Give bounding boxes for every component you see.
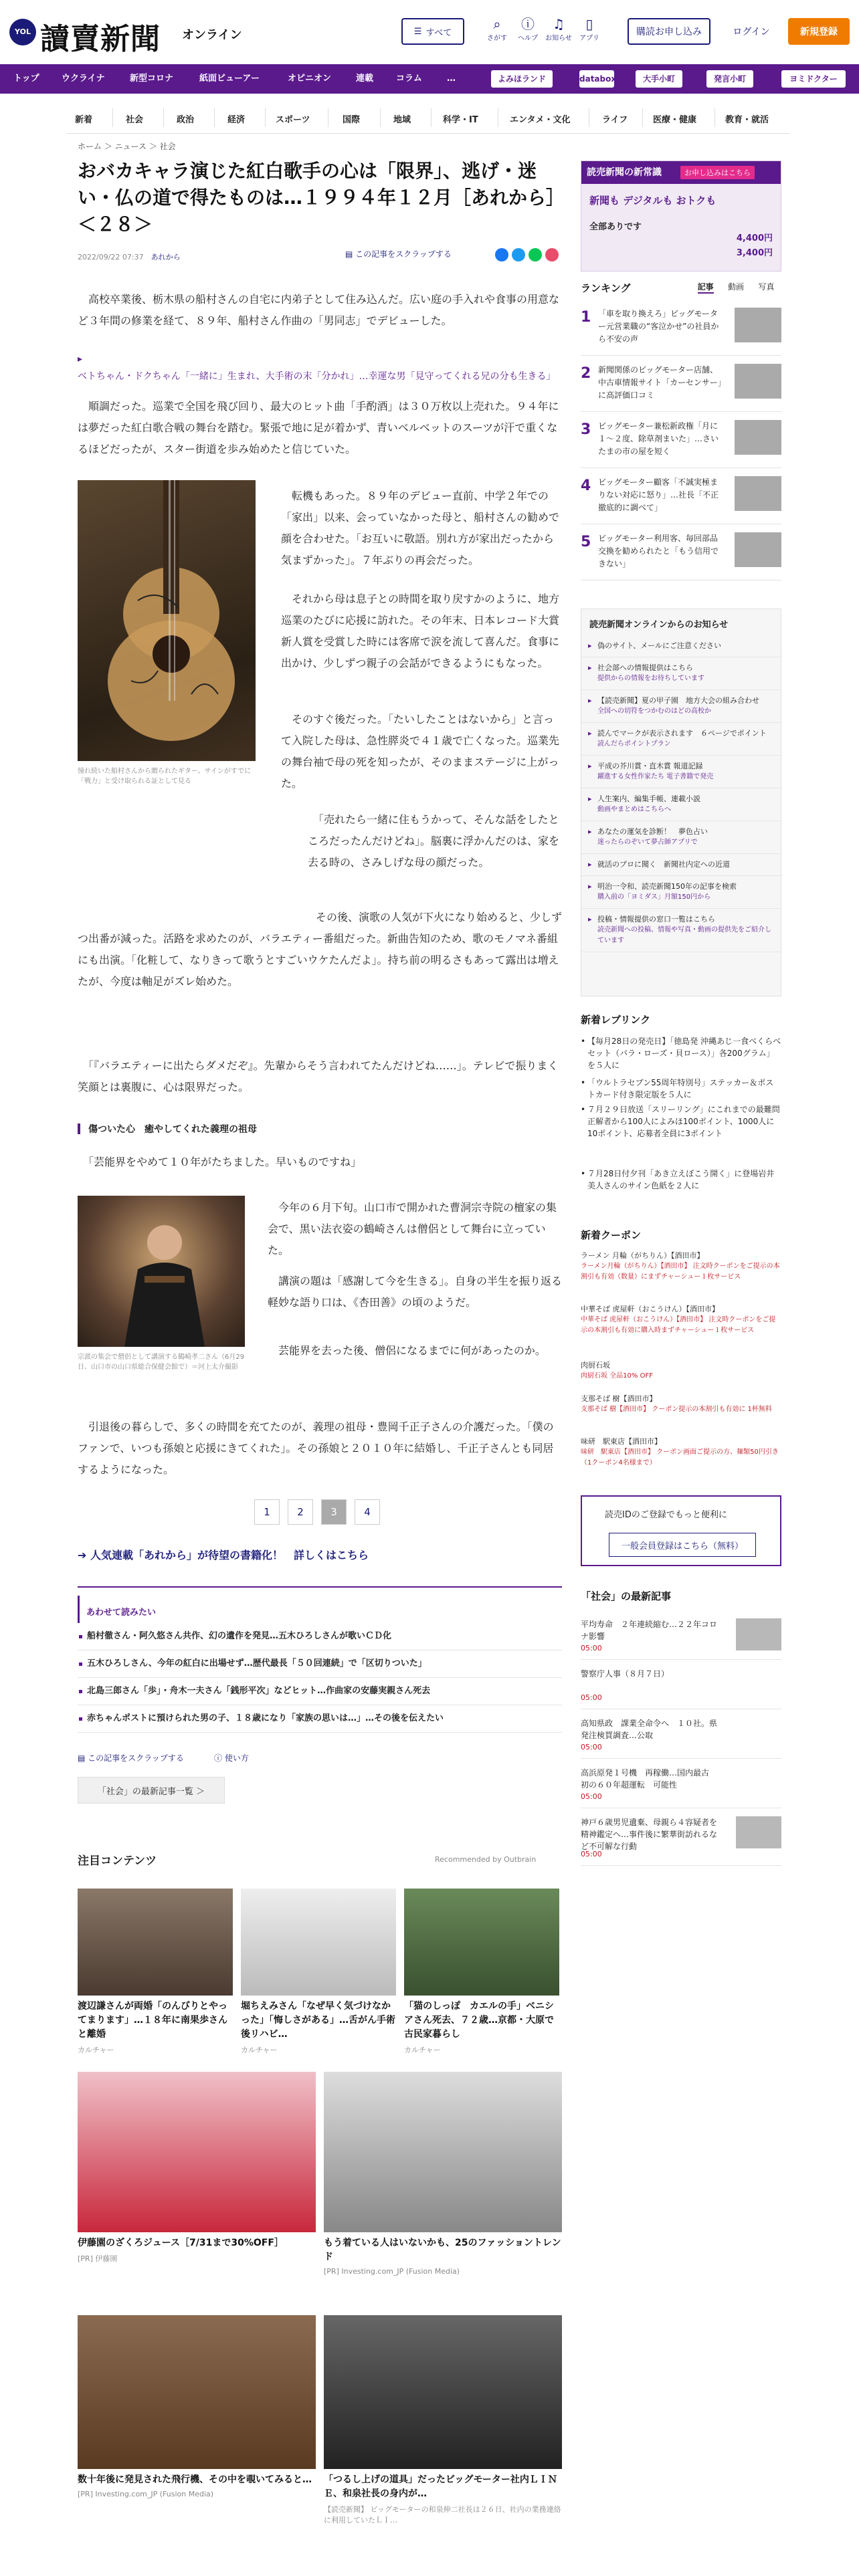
latest-item[interactable]: • 【毎月28日の発売日】「徳島発 沖縄あじ一食べくらべセット（パラ・ローズ・貝ロース）」各200グラム」を５人に bbox=[581, 1035, 781, 1071]
facebook-share-icon[interactable] bbox=[495, 248, 508, 261]
article-paragraph: 「『バラエティーに出たらダメだぞ』。先輩からそう言われてたんだけどね……」。テレビで振りまく笑顔とは裏腹に、心は限界だった。 bbox=[78, 1059, 559, 1093]
monk-lecture-photo bbox=[78, 1196, 245, 1347]
card-source: [PR] Investing.com_JP (Fusion Media) bbox=[78, 2490, 214, 2498]
card-image bbox=[78, 2315, 316, 2469]
article-date: 2022/09/22 07:37 bbox=[78, 253, 144, 261]
scrap-button[interactable]: ▤ この記事をスクラップする bbox=[78, 1753, 184, 1763]
article-paragraph: そのすぐ後だった。「たいしたことはないから」と言って入院した母は、急性膵炎で４１歳で亡くなった。巡業先の舞台袖で母の死を知ったが、そのままステージに上がった。 bbox=[281, 713, 560, 790]
card-image bbox=[241, 1889, 396, 1996]
photo-caption: 宗派の集会で僧侶として講演する鶴崎孝二さん（6月29日、山口市の山口県総合保健会館で）＝河上太介撮影 bbox=[78, 1354, 245, 1371]
article-paragraph: 「芸能界をやめて１０年がたちました。早いものですね」 bbox=[78, 1156, 362, 1168]
latest-heading: 新着レブリンク bbox=[581, 1014, 651, 1026]
card-source: 【読売新聞】 ビッグモーターの和泉伸二社長は２６日、社内の業務連絡に利用していたＬＩ… bbox=[324, 2505, 561, 2525]
gnav-item[interactable]: オピニオン bbox=[288, 74, 332, 84]
content-card[interactable] bbox=[241, 1889, 396, 2055]
cnav-item[interactable]: 地域 bbox=[393, 115, 411, 125]
all-menu-button[interactable] bbox=[401, 18, 464, 45]
mail-share-icon[interactable] bbox=[545, 248, 559, 261]
paper-box-sub: 全部ありです bbox=[589, 222, 642, 232]
ranking-tabs bbox=[690, 281, 781, 294]
paper-price: 4,400円 bbox=[736, 233, 773, 243]
gnav-item[interactable]: コラム bbox=[396, 74, 422, 84]
page-link[interactable]: 2 bbox=[288, 1499, 313, 1525]
content-card[interactable] bbox=[78, 1889, 233, 2055]
bell-icon[interactable]: ♫ お知らせ bbox=[545, 16, 572, 42]
category-list-button[interactable]: 「社会」の最新記事一覧 ＞ bbox=[78, 1777, 225, 1804]
related-item[interactable]: 赤ちゃんポストに預けられた男の子、１８歳になり「家族の思いは…」…その後を伝えたい bbox=[78, 1705, 562, 1733]
ranking-item[interactable]: 3 ビッグモーター兼松新政権「月に１〜２度、除草剤まいた」…さいたまの市の屋を短く bbox=[581, 413, 781, 468]
cnav-item[interactable]: 新着 bbox=[75, 115, 93, 125]
card-image bbox=[324, 2315, 562, 2469]
card-title: 堀ちえみさん「なぜ早く気づけなかった」「悔しさがある」…舌がん手術後リハビ… bbox=[241, 2001, 395, 2040]
article-author[interactable]: あれから bbox=[151, 253, 181, 261]
page-link[interactable]: 1 bbox=[254, 1499, 280, 1525]
ranking-item[interactable]: 5 ビッグモーター利用客、毎回部品交換を勧められたと「もう信用できない」 bbox=[581, 526, 781, 580]
notice-item[interactable]: ▸ 投稿・情報提供の窓口一覧はこちら 読売新聞への投稿、情報や写真・動画の提供先をご紹介しています bbox=[581, 909, 781, 952]
cnav-item[interactable]: 国際 bbox=[343, 115, 361, 125]
social-thumb bbox=[736, 1816, 781, 1848]
coupon-item[interactable]: 中華そば 虎屋軒（おこうけん）【酒田市】 中華そば 虎屋軒（おこうけん）【酒田市】 注文時クーポンをご提示の本割引も有効に購入時まずチャーシュー１枚サービス bbox=[581, 1305, 776, 1334]
coupon-item[interactable]: 味研 駅東店【酒田市】 味研 駅東店【酒田市】 クーポン画面ご提示の方、麺類50円引き（1クーポン4名様まで） bbox=[581, 1437, 779, 1467]
global-nav bbox=[0, 64, 859, 94]
section-heading: 傷ついた心 癒やしてくれた義理の祖母 bbox=[78, 1122, 257, 1136]
related-articles bbox=[78, 1586, 562, 1733]
all-menu-label: すべて bbox=[425, 27, 452, 38]
article-paragraph: その後、演歌の人気が下火になり始めると、少しずつ出番が減った。活路を求めたのが、バラエティー番組だった。新曲告知のため、歌のモノマネ番組にも出演。「化粧して、なりきって歌うとすごいウケたんだよ」。持ち前の明るさもあって露出は増えたが、今度は軸足がズレ始めた。 bbox=[78, 911, 563, 988]
ranking-tab[interactable]: 記事 bbox=[698, 281, 714, 294]
scrap-icon: ▤ bbox=[345, 249, 356, 259]
gnav-pill[interactable]: よみほランド bbox=[491, 70, 553, 88]
cnav-item[interactable]: 医療・健康 bbox=[653, 115, 697, 125]
paper-box-text: 新聞も デジタルも おトクも bbox=[589, 195, 717, 207]
page-link-current: 3 bbox=[321, 1499, 347, 1525]
notice-item[interactable]: ▸ 明治一令和、読売新聞150年の記事を検索 購入前の「ヨミダス」月額150円から bbox=[581, 876, 781, 909]
paper-subscription-box[interactable] bbox=[581, 160, 781, 272]
hamburger-icon: ☰ bbox=[413, 26, 422, 37]
social-thumb bbox=[736, 1618, 781, 1650]
latest-item[interactable]: • ７月28日付夕刊「あき立えぼこう開く」に登場岩井美人さんのサイン色紙を２人に bbox=[581, 1168, 781, 1192]
ranking-tab[interactable]: 動画 bbox=[727, 282, 744, 292]
category-nav bbox=[67, 100, 789, 134]
content-card[interactable] bbox=[78, 2315, 316, 2498]
gnav-pill[interactable]: ヨミドクター bbox=[781, 70, 846, 88]
paper-box-title: 読売新聞の新常識 bbox=[581, 161, 781, 184]
gnav-pill[interactable]: databox bbox=[579, 70, 614, 88]
card-source: カルチャー bbox=[404, 2046, 441, 2054]
cnav-item[interactable]: ライフ bbox=[602, 115, 628, 125]
cnav-item[interactable]: スポーツ bbox=[276, 115, 310, 125]
content-card[interactable] bbox=[404, 1889, 559, 2055]
related-item[interactable]: 船村徹さん・阿久悠さん共作、幻の遺作を発見…五木ひろしさんが歌いＣＤ化 bbox=[78, 1623, 562, 1650]
card-title: 「猫のしっぽ カエルの手」ベニシアさん死去、７２歳…京都・大原で古民家暮らし bbox=[404, 2001, 554, 2040]
article-paragraph: 「売れたら一緒に住もうかって、そんな話をしたところだったんだけどね」。脳裏に浮かんだのは、家を去る時の、さみしげな母の顔だった。 bbox=[308, 813, 560, 869]
card-image bbox=[78, 2072, 316, 2232]
gnav-item[interactable]: 連載 bbox=[356, 74, 374, 84]
gnav-item[interactable]: トップ bbox=[13, 74, 39, 84]
login-button[interactable]: ログイン bbox=[733, 27, 770, 37]
card-title: 数十年後に発見された飛行機、その中を覗いてみると… bbox=[78, 2474, 312, 2485]
card-source: カルチャー bbox=[78, 2046, 114, 2054]
card-source: カルチャー bbox=[241, 2046, 278, 2054]
card-source: [PR] Investing.com_JP (Fusion Media) bbox=[324, 2267, 460, 2276]
ranking-item[interactable]: 2 新聞関係のビッグモーター店舗、中古車情報サイト「カーセンサー」に高評価口コミ bbox=[581, 357, 781, 412]
related-heading: あわせて読みたい bbox=[78, 1596, 562, 1623]
card-title: 「つるし上げの道具」だったビッグモーター社内ＬＩＮＥ、和泉社長の身内が… bbox=[324, 2474, 557, 2499]
coupon-item[interactable]: 支那そば 樹【酒田市】 支那そば 樹【酒田市】 クーポン提示の本割引も有効に 1杯無料 bbox=[581, 1394, 772, 1413]
related-item[interactable]: 北島三郎さん「歩」・舟木一夫さん「銭形平次」などヒット…作曲家の安藤実親さん死去 bbox=[78, 1678, 562, 1705]
article-paragraph: 芸能界を去った後、僧侶になるまでに何があったのか。 bbox=[268, 1344, 546, 1357]
content-card[interactable] bbox=[324, 2315, 562, 2525]
notice-heading: 読売新聞オンラインからのお知らせ bbox=[589, 620, 729, 630]
gnav-item[interactable]: 紙面ビューアー bbox=[199, 74, 260, 84]
card-source: [PR] 伊藤園 bbox=[78, 2254, 118, 2263]
attention-heading: 注目コンテンツ bbox=[78, 1854, 157, 1868]
gnav-pill[interactable]: 大手小町 bbox=[636, 70, 682, 88]
coupon-item[interactable]: ラーメン 月輪（がちりん）【酒田市】 ラーメン月輪（がちりん）【酒田市】 注文時クーポンをご提示の本割引も有効（数量）にまずチャーシュー１枚サービス bbox=[581, 1251, 780, 1281]
social-latest-heading[interactable]: 「社会」の最新記事 bbox=[581, 1590, 672, 1602]
card-image bbox=[78, 1889, 233, 1996]
article-paragraph: 順調だった。巡業で全国を飛び回り、最大のヒット曲「手酌酒」は３０万枚以上売れた。９４年には夢だった紅白歌合戦の舞台を踏む。緊張で地に足が着かず、青いベルベットのスーツが汗で重くなるほどだったが、スター街道を歩み始めたと信じていた。 bbox=[78, 400, 559, 455]
subscribe-button[interactable]: 購読お申し込み bbox=[628, 18, 710, 45]
ranking-thumb bbox=[735, 420, 781, 455]
gnav-item[interactable]: 新型コロナ bbox=[130, 74, 174, 84]
card-title: 渡辺謙さんが両婚「のんびりとやってまります」…１８年に南果歩さんと離婚 bbox=[78, 2001, 227, 2040]
register-free-button[interactable]: 一般会員登録はこちら（無料） bbox=[609, 1533, 756, 1557]
scrap-button[interactable]: ▤ この記事をスクラップする bbox=[345, 249, 452, 259]
cnav-item[interactable]: 経済 bbox=[227, 115, 246, 125]
article-paragraph: 転機もあった。８９年のデビュー直前、中学２年での「家出」以来、会っていなかった母と、船村さんの勧めで顔を合わせた。「お互いに敬語。別れ方が家出だったから気まずかった」。７年ぶりの再会だった。 bbox=[281, 490, 560, 566]
article-paragraph: 高校卒業後、栃木県の船村さんの自宅に内弟子として住み込んだ。広い庭の手入れや食事の用意など３年間の修業を経て、８９年、船村さん作曲の「男同志」でデビューした。 bbox=[78, 293, 560, 327]
latest-item[interactable]: • 「ウルトラセブン55周年特別号」ステッカー＆ポストカード付き限定版を５人に bbox=[581, 1077, 781, 1101]
paper-box-badge[interactable]: お申し込みはこちら bbox=[680, 166, 755, 179]
arrow-icon: ➔ bbox=[78, 1549, 90, 1562]
notice-item[interactable]: ▸ 【読売新聞】夏の甲子園 地方大会の組み合わせ 全国への切符をつかむのはどの高校か bbox=[581, 690, 781, 723]
help-icon[interactable]: ⓘ ヘルプ bbox=[518, 16, 538, 42]
line-share-icon[interactable] bbox=[529, 248, 542, 261]
social-item[interactable]: 高知県政 課業全命令へ １０社。県発注検買調査…公取 05:00 bbox=[581, 1711, 781, 1759]
app-icon[interactable]: ▯ アプリ bbox=[579, 16, 599, 42]
coupon-heading: 新着クーポン bbox=[581, 1229, 642, 1241]
social-item[interactable]: 神戸６歳男児遺棄、母親ら４容疑者を精神鑑定へ…事件後に繁華街訪れるなど不可解な行動 05:00 bbox=[581, 1810, 781, 1866]
paper-price: 3,400円 bbox=[736, 248, 773, 258]
cnav-item[interactable]: 社会 bbox=[126, 115, 144, 125]
ranking-heading: ランキング bbox=[581, 282, 631, 294]
ranking-item[interactable]: 4 ビッグモーター顧客「不誠実極まりない対応に怒り」…社長「不正撤底的に調べて」 bbox=[581, 469, 781, 524]
ranking-thumb bbox=[735, 532, 781, 567]
notice-item[interactable]: ▸ 平成の芥川賞・直木賞 報道記録 躍進する女性作家たち 電子書籍で発売 bbox=[581, 756, 781, 788]
social-item[interactable]: 警察庁人事（８月７日） 05:00 bbox=[581, 1661, 781, 1709]
social-item[interactable]: 平均寿命 ２年連続縮む…２２年コロナ影響 05:00 bbox=[581, 1612, 781, 1660]
photo-caption: 憧れ続いた船村さんから贈られたギター。サインがすでに「戦力」と受け取られる証として見る bbox=[78, 768, 252, 785]
card-title: 伊藤園のざくろジュース［7/31まで30%OFF］ bbox=[78, 2238, 284, 2248]
gnav-item[interactable]: ウクライナ bbox=[62, 74, 105, 84]
site-header bbox=[0, 0, 859, 64]
notice-box bbox=[581, 609, 781, 996]
gnav-more[interactable]: … bbox=[447, 74, 456, 84]
logo-subtitle: オンライン bbox=[182, 28, 242, 42]
page-link[interactable]: 4 bbox=[355, 1499, 380, 1525]
search-icon[interactable]: ⌕ さがす bbox=[487, 16, 507, 42]
gnav-pill[interactable]: 発言小町 bbox=[706, 70, 753, 88]
howto-link[interactable]: ⓘ 使い方 bbox=[214, 1753, 249, 1763]
cnav-item[interactable]: 教育・就活 bbox=[725, 115, 769, 125]
related-item[interactable]: 五木ひろしさん、今年の紅白に出場せず…歴代最長「５０回連続」で「区切りついた」 bbox=[78, 1650, 562, 1678]
coupon-item[interactable]: 肉厨石坂 肉厨石坂 全品10% OFF bbox=[581, 1361, 653, 1380]
outbrain-label[interactable]: Recommended by Outbrain bbox=[435, 1855, 537, 1864]
notice-item[interactable]: ▸ 読んでマークが表示されます ６ページでポイント 読んだらポイントプラン bbox=[581, 723, 781, 756]
article-paragraph: 引退後の暮らしで、多くの時間を充てたのが、義理の祖母・豊岡千正子さんの介護だった。「僕のファンで、いつも孫娘と応援にきてくれた」。その孫娘と２０１０年に結婚し、千正子さんとも同居するようになった。 bbox=[78, 1420, 554, 1476]
card-title: もう着ている人はいないかも、25のファッショントレンド bbox=[324, 2238, 561, 2262]
guitar-photo bbox=[78, 480, 256, 761]
register-box bbox=[581, 1495, 781, 1566]
breadcrumb[interactable]: ホーム ＞ ニュース ＞ 社会 bbox=[78, 142, 176, 151]
notice-item[interactable]: ▸ 就活のプロに聞く 新聞社内定への近道 bbox=[581, 854, 781, 876]
article-meta bbox=[78, 251, 181, 262]
article-paragraph: それから母は息子との時間を取り戻すかのように、地方巡業のたびに応援に訪れた。その年末、日本レコード大賞新人賞を受賞した時には客席で涙を流して喜んだ。食事に出かけ、少しずつ親子の会話ができるようにもなった。 bbox=[281, 593, 560, 669]
register-button[interactable]: 新規登録 bbox=[788, 18, 850, 45]
notice-item[interactable]: ▸ あなたの運気を診断！ 夢色占い 迷ったらのぞいて夢占師アプリで bbox=[581, 821, 781, 854]
card-image bbox=[404, 1889, 559, 1996]
cnav-item[interactable]: エンタメ・文化 bbox=[510, 115, 571, 125]
content-card[interactable] bbox=[324, 2072, 562, 2276]
content-card[interactable] bbox=[78, 2072, 316, 2264]
social-item[interactable]: 高浜原発１号機 再稼働…国内最古 初の６０年超運転 可能性 05:00 bbox=[581, 1760, 781, 1808]
ranking-thumb bbox=[735, 308, 781, 342]
twitter-share-icon[interactable] bbox=[512, 248, 525, 261]
ranking-thumb bbox=[735, 364, 781, 399]
cnav-item[interactable]: 科学・IT bbox=[443, 115, 478, 125]
notice-item[interactable]: ▸ 人生案内、編集手帳、連載小説 動画やまとめはこちらへ bbox=[581, 788, 781, 821]
site-logo[interactable]: 讀賣新聞 bbox=[40, 22, 161, 56]
latest-item[interactable]: • ７月２９日放送「スリーリング」にこれまでの最難問 正解者から100人によみほ100ポイント、1000人に10ポイント、応募者全員に3ポイント bbox=[581, 1103, 781, 1140]
logo-mark[interactable]: YOL bbox=[9, 19, 36, 45]
ranking-thumb bbox=[735, 476, 781, 511]
card-image bbox=[324, 2072, 562, 2232]
article-paragraph: 今年の６月下旬。山口市で開かれた曹洞宗寺院の檀家の集会で、黒い法衣姿の鶴崎さんは僧侶として舞台に立っていた。 bbox=[268, 1201, 557, 1257]
article-title: おバカキャラ演じた紅白歌手の心は「限界」、逃げ・迷い・仏の道で得たものは…１９９４年１２月［あれから］＜２８＞ bbox=[78, 160, 556, 235]
book-promo-link[interactable]: ➔ 人気連載「あれから」が待望の書籍化！ 詳しくはこちら bbox=[78, 1549, 369, 1562]
register-box-text: 読売IDのご登録でもっと便利に bbox=[605, 1510, 727, 1520]
related-article-link[interactable]: ▸ ベトちゃん・ドクちゃん「一緒に」生まれ、大手術の末「分かれ」…幸運な男「見守ってくれる兄の分も生きる」 bbox=[78, 354, 556, 382]
ranking-item[interactable]: 1 「車を取り換えろ」ビッグモーター元営業職の“客泣かせ”の社員から不安の声 bbox=[581, 301, 781, 356]
notice-item[interactable]: ▸ 社会部への情報提供はこちら 提供からの情報をお待ちしています bbox=[581, 657, 781, 690]
notice-item[interactable]: ▸ 偽のサイト、メールにご注意ください bbox=[581, 635, 781, 657]
article-paragraph: 講演の題は「感謝して今を生きる」。自身の半生を振り返る軽妙な語り口は、《杏田善》の頃のようだ。 bbox=[268, 1275, 563, 1309]
cnav-item[interactable]: 政治 bbox=[177, 115, 195, 125]
ranking-tab[interactable]: 写真 bbox=[758, 282, 775, 292]
